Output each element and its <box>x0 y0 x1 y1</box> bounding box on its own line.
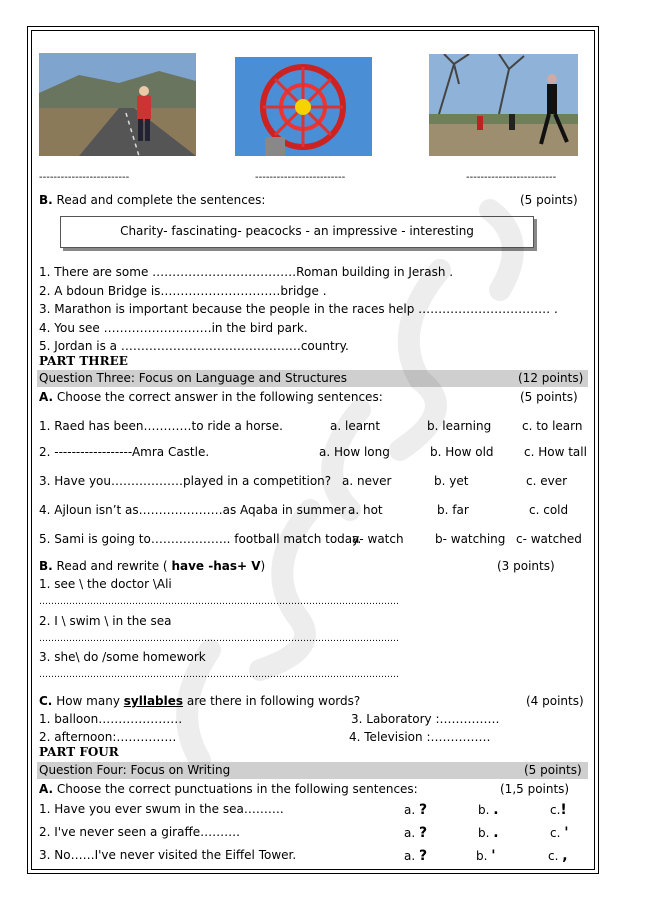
complete-sentence-1: 1. There are some ………………………………Roman building in Jerash . <box>39 265 454 279</box>
mcq-1-option-a[interactable]: a. learnt <box>330 419 381 433</box>
rewrite-answer-line-3[interactable]: ………………………………………………………………………………………………………… <box>39 670 399 680</box>
photo-answer-blank-2[interactable]: ------------------------- <box>255 172 346 183</box>
punct-1-question: 1. Have you ever swum in the sea………. <box>39 802 284 816</box>
syllable-item-2[interactable]: 2. afternoon:…………… <box>39 730 177 744</box>
punct-3-option-b[interactable]: b. ' <box>476 848 496 864</box>
rewrite-answer-line-2[interactable]: ………………………………………………………………………………………………………… <box>39 634 399 644</box>
question-three-bar <box>37 370 588 387</box>
word-bank-text: Charity- fascinating- peacocks - an impressive - interesting <box>120 224 474 238</box>
complete-sentence-2: 2. A bdoun Bridge is…………………………bridge . <box>39 284 327 298</box>
complete-sentence-4: 4. You see ………………………in the bird park. <box>39 321 308 335</box>
mcq-2-option-c[interactable]: c. How tall <box>524 445 587 459</box>
word-bank-box <box>60 216 534 248</box>
rewrite-item-1: 1. see \ the doctor \Ali <box>39 577 172 591</box>
part-three-heading: PART THREE <box>39 354 128 368</box>
section-a-choose-title: A. Choose the correct answer in the following sentences: <box>39 390 383 404</box>
punct-2-question: 2. I've never seen a giraffe………. <box>39 825 240 839</box>
complete-sentence-3: 3. Marathon is important because the people in the races help …………………………… . <box>39 302 558 316</box>
mcq-5-question: 5. Sami is going to……………….. football match today. <box>39 532 362 546</box>
punct-3-option-a[interactable]: a. ? <box>404 848 428 864</box>
mcq-2-option-b[interactable]: b. How old <box>430 445 494 459</box>
mcq-5-option-b[interactable]: b- watching <box>435 532 506 546</box>
mcq-3-option-b[interactable]: b. yet <box>434 474 469 488</box>
section-b-rewrite-points: (3 points) <box>497 559 555 573</box>
mcq-1-question: 1. Raed has been…………to ride a horse. <box>39 419 283 433</box>
mcq-4-option-c[interactable]: c. cold <box>529 503 569 517</box>
section-a-punct-title: A. Choose the correct punctuations in the following sentences: <box>39 782 418 796</box>
section-b-rewrite-title: B. Read and rewrite ( have -has+ V) <box>39 559 266 573</box>
punct-1-option-b[interactable]: b. . <box>478 802 499 818</box>
question-four-bar <box>37 762 588 779</box>
punct-2-option-a[interactable]: a. ? <box>404 825 428 841</box>
punct-1-option-a[interactable]: a. ? <box>404 802 428 818</box>
mcq-4-question: 4. Ajloun isn’t as…………………as Aqaba in summer . <box>39 503 354 517</box>
mcq-2-question: 2. ------------------Amra Castle. <box>39 445 210 459</box>
mcq-3-option-c[interactable]: c. ever <box>526 474 568 488</box>
mcq-2-option-a[interactable]: a. How long <box>319 445 390 459</box>
punct-2-option-c[interactable]: c. ' <box>550 825 569 841</box>
photo-answer-blank-3[interactable]: ------------------------- <box>466 172 557 183</box>
section-c-title: C. How many syllables are there in following words? <box>39 694 361 708</box>
mcq-5-option-a[interactable]: a- watch <box>352 532 404 546</box>
complete-sentence-5: 5. Jordan is a ………………………………………country. <box>39 339 349 353</box>
mcq-3-question: 3. Have you………………played in a competition? <box>39 474 332 488</box>
question-three-points: (12 points) <box>518 371 584 385</box>
rewrite-answer-line-1[interactable]: ………………………………………………………………………………………………………… <box>39 597 399 607</box>
photo-road-walker <box>39 53 196 156</box>
section-b-complete-title: B. Read and complete the sentences: <box>39 193 266 207</box>
question-four-title: Question Four: Focus on Writing <box>39 763 231 777</box>
photo-answer-blank-1[interactable]: ------------------------- <box>39 172 130 183</box>
punct-3-question: 3. No……I've never visited the Eiffel Tower. <box>39 848 297 862</box>
section-c-points: (4 points) <box>526 694 584 708</box>
mcq-5-option-c[interactable]: c- watched <box>516 532 582 546</box>
photo-fair-ride <box>235 57 372 156</box>
mcq-1-option-c[interactable]: c. to learn <box>522 419 583 433</box>
rewrite-item-3: 3. she\ do /some homework <box>39 650 206 664</box>
syllable-item-3[interactable]: 3. Laboratory :…………… <box>351 712 500 726</box>
section-b-complete-points: (5 points) <box>520 193 578 207</box>
punct-1-option-c[interactable]: c.! <box>550 802 567 818</box>
question-four-points: (5 points) <box>524 763 582 777</box>
mcq-4-option-a[interactable]: a. hot <box>348 503 383 517</box>
photo-runners <box>429 54 578 156</box>
syllable-item-1[interactable]: 1. balloon………………… <box>39 712 183 726</box>
punct-2-option-b[interactable]: b. . <box>478 825 499 841</box>
mcq-4-option-b[interactable]: b. far <box>437 503 469 517</box>
question-three-title: Question Three: Focus on Language and Structures <box>39 371 348 385</box>
section-a-choose-points: (5 points) <box>520 390 578 404</box>
mcq-3-option-a[interactable]: a. never <box>342 474 392 488</box>
mcq-1-option-b[interactable]: b. learning <box>427 419 492 433</box>
punct-3-option-c[interactable]: c. , <box>548 848 568 864</box>
rewrite-item-2: 2. I \ swim \ in the sea <box>39 614 172 628</box>
part-four-heading: PART FOUR <box>39 745 119 759</box>
syllable-item-4[interactable]: 4. Television :…………… <box>349 730 491 744</box>
section-a-punct-points: (1,5 points) <box>500 782 570 796</box>
